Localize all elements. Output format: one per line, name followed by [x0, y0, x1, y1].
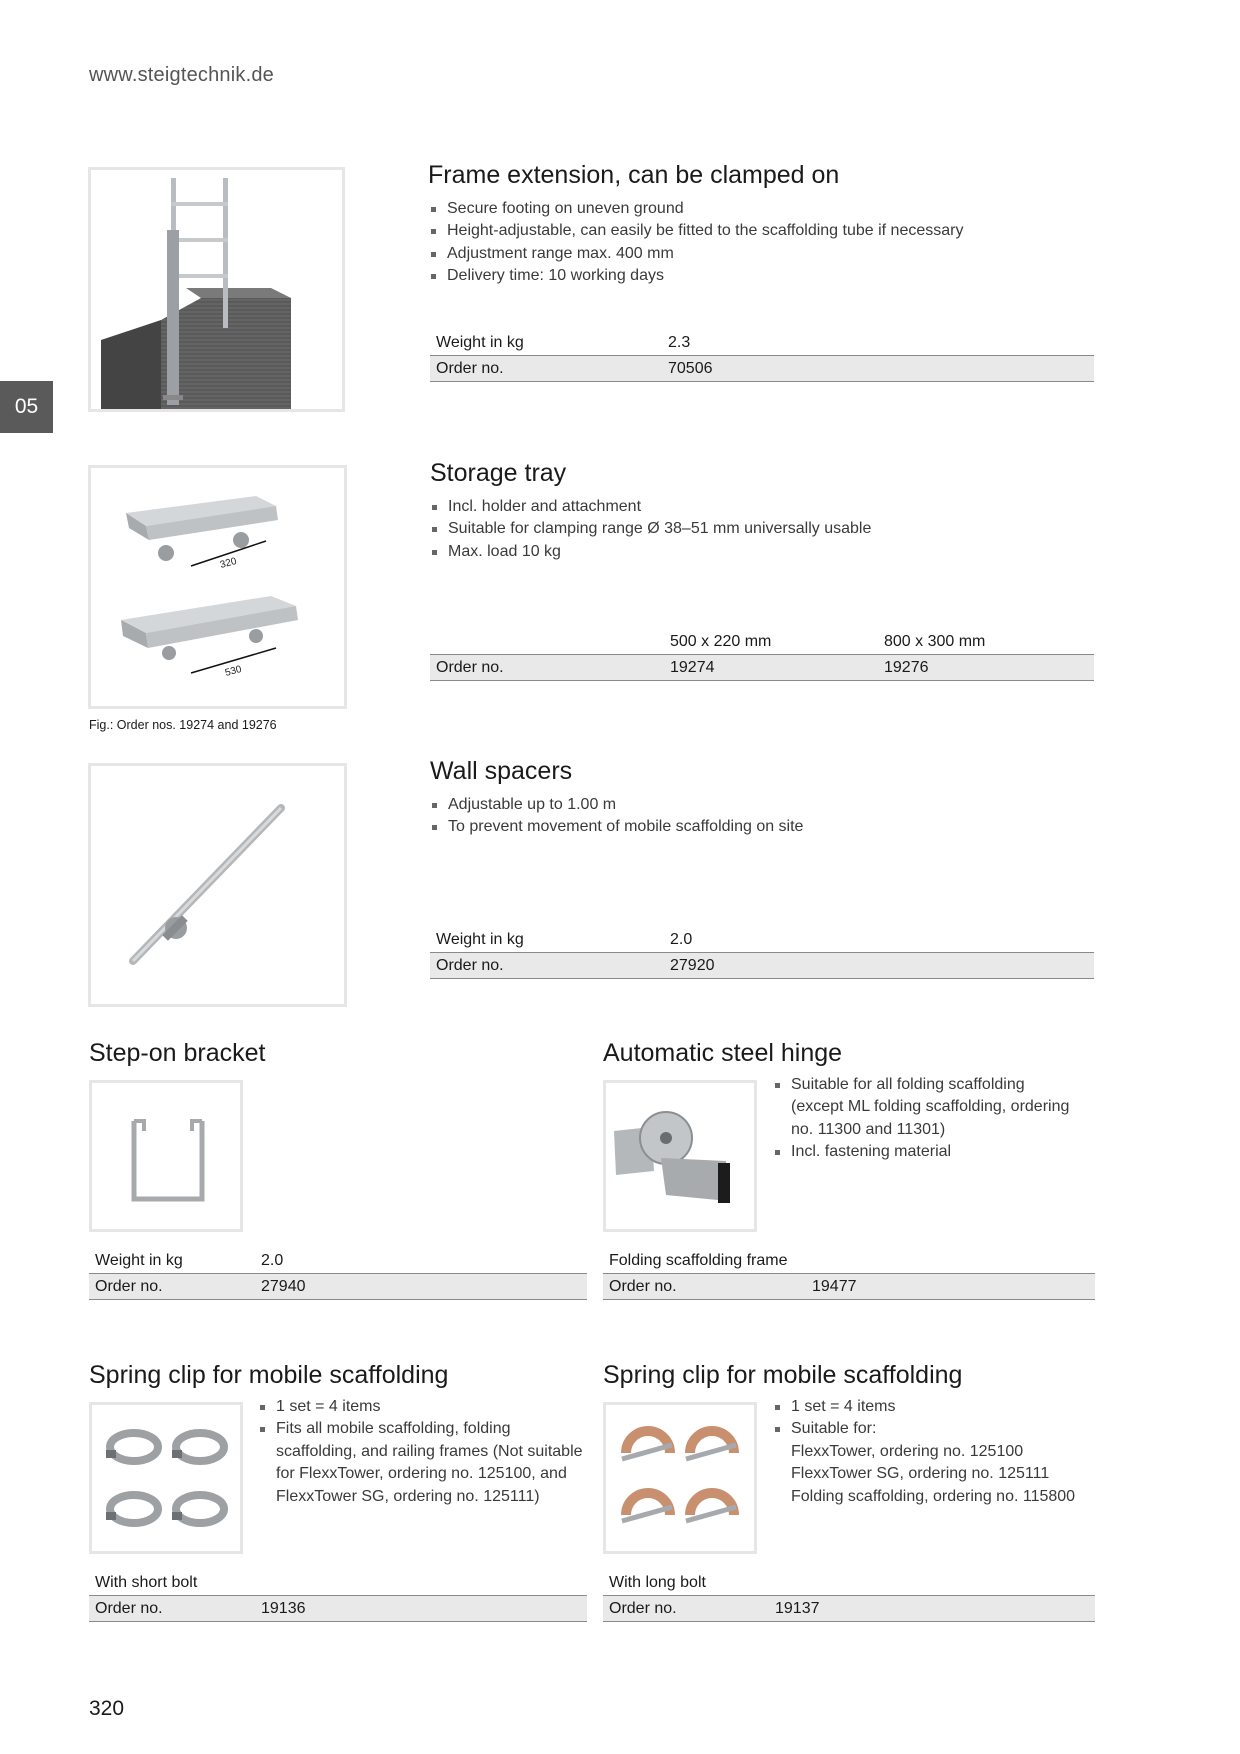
list-item-continuation: FlexxTower, ordering no. 125100 — [791, 1442, 1024, 1460]
list-item-continuation: Folding scaffolding, ordering no. 115800 — [791, 1487, 1076, 1505]
list-item: Delivery time: 10 working days — [430, 265, 963, 287]
wall-spacers-illustration — [91, 766, 344, 1004]
storage-tray-illustration — [91, 468, 344, 706]
table-row — [89, 1248, 587, 1274]
storage-tray-spec-table — [430, 629, 1094, 681]
step-on-bracket-title: Step-on bracket — [89, 1039, 266, 1067]
list-item: Incl. fastening material — [774, 1141, 1074, 1163]
spring-clip-short-features — [259, 1396, 589, 1508]
table-row — [603, 1248, 1095, 1274]
order-value: 70506 — [668, 360, 713, 377]
list-item: Max. load 10 kg — [431, 541, 871, 563]
weight-value: 2.3 — [668, 334, 691, 351]
wall-spacers-features — [431, 794, 803, 839]
table-row — [603, 1274, 1095, 1300]
list-item: Fits all mobile scaffolding, folding scaffolding, and railing frames (Not suitable for FlexxTower, ordering no. 125100, and FlexxTower SG, ordering no. 125111) — [259, 1418, 589, 1508]
table-row — [430, 356, 1094, 382]
list-item: Suitable for all folding scaffolding (except ML folding scaffolding, ordering no. 11300 and 11301) — [774, 1074, 1074, 1141]
wall-spacers-image — [88, 763, 347, 1007]
table-row — [89, 1596, 587, 1622]
spring-clip-long-title: Spring clip for mobile scaffolding — [603, 1361, 963, 1389]
list-item: Adjustable up to 1.00 m — [431, 794, 803, 816]
variant-label: With short bolt — [95, 1574, 198, 1591]
list-item: 1 set = 4 items — [774, 1396, 1094, 1418]
frame-extension-title: Frame extension, can be clamped on — [428, 161, 840, 189]
steel-hinge-features — [774, 1074, 1074, 1164]
weight-label: Weight in kg — [95, 1252, 183, 1269]
list-item: Secure footing on uneven ground — [430, 198, 963, 220]
list-item: Height-adjustable, can easily be fitted to the scaffolding tube if necessary — [430, 220, 963, 242]
table-row — [430, 629, 1094, 655]
list-item: To prevent movement of mobile scaffolding on site — [431, 816, 803, 838]
step-on-bracket-spec-table — [89, 1248, 587, 1300]
size-header-1: 500 x 220 mm — [670, 633, 772, 650]
storage-tray-caption: Fig.: Order nos. 19274 and 19276 — [89, 718, 277, 732]
weight-value: 2.0 — [670, 931, 693, 948]
order-label: Order no. — [436, 957, 504, 974]
storage-tray-image — [88, 465, 347, 709]
order-value: 19137 — [775, 1600, 820, 1617]
steel-hinge-illustration — [606, 1083, 754, 1229]
list-item-continuation: FlexxTower SG, ordering no. 125111 — [791, 1465, 1050, 1483]
order-value: 27920 — [670, 957, 715, 974]
spring-clip-long-image — [603, 1402, 757, 1554]
frame-extension-illustration — [91, 170, 342, 409]
weight-label: Weight in kg — [436, 931, 524, 948]
order-value: 27940 — [261, 1278, 306, 1295]
dimension-label-530: 530 — [223, 663, 243, 679]
table-row — [89, 1570, 587, 1596]
step-on-bracket-image — [89, 1080, 243, 1232]
steel-hinge-image — [603, 1080, 757, 1232]
list-item: Suitable for: — [774, 1418, 1094, 1440]
chapter-tab: 05 — [0, 381, 53, 433]
table-row — [430, 655, 1094, 681]
variant-label: With long bolt — [609, 1574, 706, 1591]
spring-clip-long-spec-table — [603, 1570, 1095, 1622]
list-item: Adjustment range max. 400 mm — [430, 243, 963, 265]
variant-label: Folding scaffolding frame — [609, 1252, 788, 1269]
page-number: 320 — [89, 1697, 125, 1720]
wall-spacers-spec-table — [430, 927, 1094, 979]
order-label: Order no. — [436, 659, 504, 676]
dimension-label-320: 320 — [218, 555, 238, 571]
list-item: 1 set = 4 items — [259, 1396, 589, 1418]
table-row — [89, 1274, 587, 1300]
table-row — [430, 953, 1094, 979]
table-row — [430, 927, 1094, 953]
weight-value: 2.0 — [261, 1252, 284, 1269]
order-value-1: 19274 — [670, 659, 715, 676]
table-row — [603, 1596, 1095, 1622]
weight-label: Weight in kg — [436, 334, 524, 351]
storage-tray-title: Storage tray — [430, 459, 567, 487]
spring-clip-long-features — [774, 1396, 1094, 1508]
frame-extension-spec-table — [430, 330, 1094, 382]
list-item: Suitable for clamping range Ø 38–51 mm universally usable — [431, 518, 871, 540]
spring-clip-long-illustration — [606, 1405, 754, 1551]
storage-tray-features — [431, 496, 871, 563]
spring-clip-short-title: Spring clip for mobile scaffolding — [89, 1361, 449, 1389]
order-label: Order no. — [95, 1600, 163, 1617]
order-label: Order no. — [436, 360, 504, 377]
order-value-2: 19276 — [884, 659, 929, 676]
spring-clip-short-illustration — [92, 1405, 240, 1551]
list-item: Incl. holder and attachment — [431, 496, 871, 518]
website-url: www.steigtechnik.de — [89, 64, 275, 86]
step-on-bracket-illustration — [92, 1083, 240, 1229]
table-row — [603, 1570, 1095, 1596]
frame-extension-image — [88, 167, 345, 412]
order-label: Order no. — [609, 1278, 677, 1295]
wall-spacers-title: Wall spacers — [430, 757, 573, 785]
order-value: 19136 — [261, 1600, 306, 1617]
spring-clip-short-image — [89, 1402, 243, 1554]
steel-hinge-title: Automatic steel hinge — [603, 1039, 843, 1067]
table-row — [430, 330, 1094, 356]
order-label: Order no. — [95, 1278, 163, 1295]
order-value: 19477 — [812, 1278, 857, 1295]
order-label: Order no. — [609, 1600, 677, 1617]
size-header-2: 800 x 300 mm — [884, 633, 986, 650]
frame-extension-features — [430, 198, 963, 288]
spring-clip-short-spec-table — [89, 1570, 587, 1622]
steel-hinge-spec-table — [603, 1248, 1095, 1300]
